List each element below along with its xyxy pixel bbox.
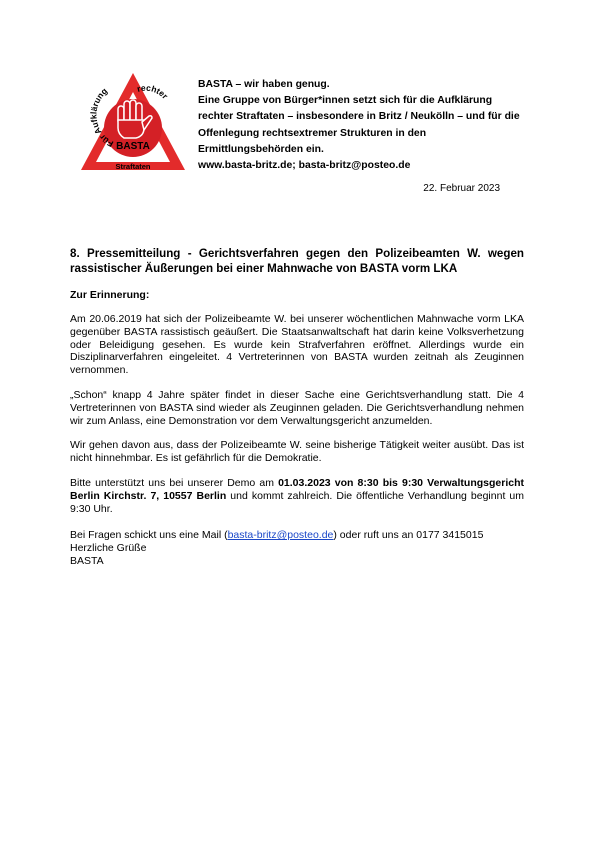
header-line: BASTA – wir haben genug. [198, 79, 330, 90]
logo-bottom: Straftaten [115, 162, 151, 171]
header-line: rechter Straftaten – insbesondere in Britz / Neukölln – und für die [198, 111, 520, 123]
contact-text: Bei Fragen schickt uns eine Mail ( [70, 529, 228, 541]
logo-arc-top: Für Aufklärung [88, 85, 115, 150]
logo-arc-right: rechter [135, 82, 171, 101]
greeting: Herzliche Grüße [70, 541, 147, 554]
demo-details: 01.03.2023 von 8:30 bis 9:30 Verwaltungsgericht Berlin Kirchstr. 7, 10557 Berlin [70, 477, 524, 502]
email-link[interactable]: basta-britz@posteo.de [227, 529, 334, 541]
contact-line [70, 529, 524, 542]
organisation-header [198, 77, 558, 174]
contact-phone-text: ) oder ruft uns an 0177 3415015 [333, 529, 484, 541]
demo-text: Bitte unterstützt uns bei unserer Demo am [70, 477, 279, 489]
header-line: Ermittlungsbehörden ein. [198, 143, 324, 155]
logo-name: BASTA [116, 141, 150, 152]
paragraph-concern: Wir gehen davon aus, dass der Polizeibeamte W. seine bisherige Tätigkeit weiter ausübt. Das ist nicht hinnehmbar. Es ist gefährlich für die Demokratie. [70, 439, 524, 464]
press-release-title: 8. Pressemitteilung - Gerichtsverfahren gegen den Polizeibeamten W. wegen rassistischer Äußerungen bei einer Mahnwache von BASTA vorm LKA [70, 247, 524, 275]
header-line: Offenlegung rechtsextremer Strukturen in den [198, 127, 427, 139]
header-line: Eine Gruppe von Bürger*innen setzt sich für die Aufklärung [198, 95, 493, 107]
paragraph-incident: Am 20.06.2019 hat sich der Polizeibeamte W. bei unserer wöchentlichen Mahnwache vorm LKA gegenüber BASTA rassistisch geäußert. Die Staatsanwaltschaft hat darin keine Volksverhetzung oder Beleidigung gesehen. Es wurde kein Strafverfahren eröffnet. Allerdings wurde ein Disziplinarverfahren eingeleitet. 4 Vertreterinnen von BASTA wurden zeitnah als Zeuginnen vernommen. [70, 313, 524, 377]
reminder-heading: Zur Erinnerung: [70, 289, 150, 301]
header-contact-line: www.basta-britz.de; basta-britz@posteo.de [198, 160, 411, 172]
closing-block [70, 529, 524, 567]
paragraph-hearing: „Schon“ knapp 4 Jahre später findet in dieser Sache eine Gerichtsverhandlung statt. Die 4 Vertreterinnen von BASTA sind wieder als Zeuginnen geladen. Die Gerichtsverhandlung nehmen wir zum Anlass, eine Demonstration vor dem Verwaltungsgericht anzumelden. [70, 389, 524, 427]
basta-logo [78, 70, 188, 174]
demo-text-end: und kommt zahlreich. Die öffentliche Verhandlung beginnt um 9:30 Uhr. [70, 489, 524, 515]
paragraph-demo [70, 477, 524, 515]
signature: BASTA [70, 554, 104, 567]
document-date: 22. Februar 2023 [423, 183, 500, 194]
